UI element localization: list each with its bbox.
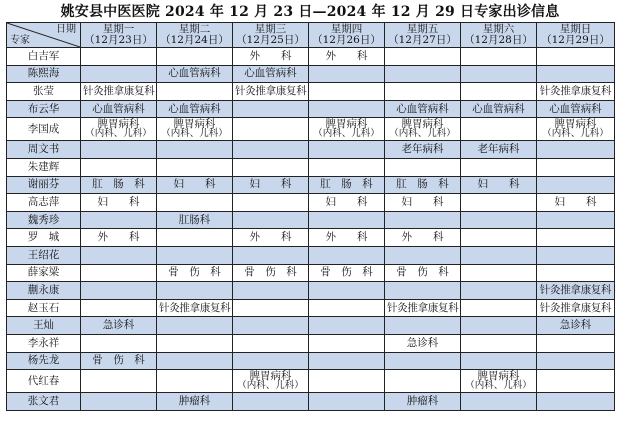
schedule-cell [461, 370, 537, 393]
schedule-cell [157, 83, 233, 101]
expert-name: 白吉军 [7, 48, 81, 66]
schedule-cell [385, 246, 461, 264]
schedule-cell: 妇 科 [537, 194, 615, 212]
schedule-cell: 外 科 [81, 229, 157, 247]
schedule-cell: 骨 伤 科 [157, 264, 233, 282]
expert-name: 魏秀珍 [7, 211, 81, 229]
schedule-cell: 外 科 [309, 229, 385, 247]
schedule-cell [81, 264, 157, 282]
schedule-cell [385, 83, 461, 101]
schedule-cell [537, 264, 615, 282]
schedule-cell [309, 317, 385, 335]
schedule-cell [461, 83, 537, 101]
schedule-cell [157, 229, 233, 247]
schedule-cell [461, 393, 537, 411]
day-date: （12月28日） [464, 34, 533, 46]
schedule-cell: 骨 伤 科 [385, 264, 461, 282]
schedule-cell [233, 194, 309, 212]
schedule-row [7, 370, 615, 393]
day-name: 星期四 [330, 23, 363, 35]
schedule-cell [157, 118, 233, 141]
schedule-cell [81, 370, 157, 393]
schedule-row [7, 194, 615, 212]
day-date: （12月29日） [541, 34, 610, 46]
schedule-cell: 骨 伤 科 [233, 264, 309, 282]
expert-name: 李永祥 [7, 334, 81, 352]
schedule-cell [537, 176, 615, 194]
day-header-thu [309, 23, 385, 48]
department-line: 脾胃病科 [249, 369, 292, 382]
day-name: 星期一 [102, 23, 135, 35]
schedule-cell [233, 100, 309, 118]
expert-name: 罗 城 [7, 229, 81, 247]
schedule-cell [157, 194, 233, 212]
schedule-cell: 妇 科 [81, 194, 157, 212]
schedule-cell [309, 352, 385, 370]
schedule-cell [309, 65, 385, 83]
schedule-cell: 心血管病科 [81, 100, 157, 118]
schedule-cell [537, 229, 615, 247]
schedule-cell: 肿瘤科 [157, 393, 233, 411]
schedule-cell: 肛肠科 [157, 211, 233, 229]
expert-name: 杨先龙 [7, 352, 81, 370]
schedule-cell [233, 393, 309, 411]
schedule-cell [385, 352, 461, 370]
expert-name: 李国成 [7, 118, 81, 141]
schedule-cell [157, 370, 233, 393]
expert-name: 王灿 [7, 317, 81, 335]
schedule-cell [461, 48, 537, 66]
schedule-cell [537, 48, 615, 66]
schedule-cell [157, 246, 233, 264]
schedule-cell: 针灸推拿康复科 [537, 282, 615, 300]
day-date: （12月24日） [160, 34, 229, 46]
schedule-cell: 骨 伤 科 [81, 352, 157, 370]
schedule-cell [233, 334, 309, 352]
department-subline: （内科、儿科） [313, 128, 380, 140]
schedule-row [7, 393, 615, 411]
schedule-row [7, 246, 615, 264]
schedule-cell [157, 141, 233, 159]
department-line: 脾胃病科 [173, 117, 216, 130]
schedule-cell [461, 246, 537, 264]
schedule-row [7, 264, 615, 282]
schedule-row [7, 299, 615, 317]
expert-name: 代红春 [7, 370, 81, 393]
schedule-row [7, 65, 615, 83]
department-line: 脾胃病科 [97, 117, 140, 130]
schedule-row [7, 229, 615, 247]
schedule-cell [385, 48, 461, 66]
day-name: 星期日 [559, 23, 592, 35]
schedule-row [7, 118, 615, 141]
schedule-cell: 老年病科 [461, 141, 537, 159]
day-header-fri [385, 23, 461, 48]
schedule-cell [233, 211, 309, 229]
schedule-cell [157, 352, 233, 370]
schedule-cell [537, 158, 615, 176]
expert-name: 谢丽芬 [7, 176, 81, 194]
schedule-cell [309, 299, 385, 317]
department-subline: （内科、儿科） [237, 380, 304, 392]
expert-name: 朱建辉 [7, 158, 81, 176]
day-date: （12月25日） [236, 34, 305, 46]
expert-name: 赵玉石 [7, 299, 81, 317]
schedule-cell [233, 118, 309, 141]
schedule-cell [309, 83, 385, 101]
expert-name: 周文书 [7, 141, 81, 159]
schedule-cell [537, 334, 615, 352]
schedule-cell: 心血管病科 [385, 100, 461, 118]
schedule-cell [81, 211, 157, 229]
page-title: 姚安县中医医院 2024 年 12 月 23 日—2024 年 12 月 29 日专家出诊信息 [60, 4, 560, 20]
schedule-cell [233, 282, 309, 300]
schedule-row [7, 317, 615, 335]
schedule-cell [537, 141, 615, 159]
schedule-cell: 妇 科 [385, 194, 461, 212]
schedule-cell: 骨 伤 科 [309, 264, 385, 282]
corner-header-cell [7, 23, 81, 48]
schedule-cell: 针灸推拿康复科 [385, 299, 461, 317]
schedule-cell: 外 科 [309, 48, 385, 66]
expert-name: 蒯永康 [7, 282, 81, 300]
schedule-cell [385, 282, 461, 300]
schedule-cell [537, 211, 615, 229]
schedule-cell [309, 334, 385, 352]
schedule-cell [81, 334, 157, 352]
schedule-cell [309, 211, 385, 229]
day-header-tue [157, 23, 233, 48]
day-name: 星期三 [254, 23, 287, 35]
schedule-cell [233, 299, 309, 317]
department-subline: （内科、儿科） [161, 128, 228, 140]
day-name: 星期五 [406, 23, 439, 35]
corner-expert-label: 专家 [10, 35, 30, 46]
schedule-cell: 外 科 [233, 48, 309, 66]
schedule-table [6, 22, 615, 411]
schedule-cell: 肛 肠 科 [385, 176, 461, 194]
corner-date-label: 日期 [56, 24, 76, 35]
department-subline: （内科、儿科） [85, 128, 152, 140]
schedule-cell: 妇 科 [233, 176, 309, 194]
schedule-cell: 针灸推拿康复科 [81, 83, 157, 101]
schedule-cell [309, 370, 385, 393]
schedule-cell [385, 158, 461, 176]
schedule-cell [461, 65, 537, 83]
schedule-cell [461, 211, 537, 229]
schedule-cell [461, 194, 537, 212]
schedule-cell: 外 科 [385, 229, 461, 247]
schedule-cell [385, 370, 461, 393]
schedule-cell [309, 141, 385, 159]
schedule-cell: 肿瘤科 [385, 393, 461, 411]
schedule-cell: 肛 肠 科 [309, 176, 385, 194]
schedule-row [7, 158, 615, 176]
schedule-cell: 妇 科 [309, 194, 385, 212]
schedule-cell: 心血管病科 [157, 65, 233, 83]
day-header-sat [461, 23, 537, 48]
schedule-cell [81, 282, 157, 300]
department-line: 脾胃病科 [554, 117, 597, 130]
schedule-cell [385, 211, 461, 229]
schedule-cell: 老年病科 [385, 141, 461, 159]
schedule-cell [461, 334, 537, 352]
schedule-cell [157, 282, 233, 300]
expert-name: 陈熙海 [7, 65, 81, 83]
day-header-wed [233, 23, 309, 48]
schedule-cell [81, 118, 157, 141]
schedule-cell [537, 65, 615, 83]
day-date: （12月27日） [388, 34, 457, 46]
schedule-row [7, 48, 615, 66]
department-line: 脾胃病科 [401, 117, 444, 130]
day-name: 星期二 [178, 23, 211, 35]
schedule-cell [461, 118, 537, 141]
schedule-cell [157, 48, 233, 66]
schedule-cell [461, 229, 537, 247]
schedule-cell: 针灸推拿康复科 [537, 299, 615, 317]
schedule-cell: 针灸推拿康复科 [233, 83, 309, 101]
schedule-cell [81, 299, 157, 317]
schedule-cell [385, 317, 461, 335]
schedule-body [7, 48, 615, 411]
schedule-cell [461, 264, 537, 282]
department-line: 脾胃病科 [325, 117, 368, 130]
schedule-row [7, 176, 615, 194]
schedule-cell [233, 158, 309, 176]
day-name: 星期六 [482, 23, 515, 35]
schedule-cell: 急诊科 [385, 334, 461, 352]
schedule-cell: 心血管病科 [233, 65, 309, 83]
schedule-cell [537, 118, 615, 141]
schedule-cell [309, 246, 385, 264]
schedule-cell [81, 141, 157, 159]
schedule-cell: 急诊科 [81, 317, 157, 335]
schedule-cell [461, 158, 537, 176]
schedule-cell [81, 246, 157, 264]
schedule-cell: 肛 肠 科 [81, 176, 157, 194]
day-date: （12月23日） [84, 34, 153, 46]
schedule-cell [233, 317, 309, 335]
schedule-cell [309, 158, 385, 176]
schedule-cell [157, 317, 233, 335]
schedule-cell [385, 118, 461, 141]
schedule-cell: 心血管病科 [157, 100, 233, 118]
schedule-row [7, 83, 615, 101]
expert-name: 薛家梁 [7, 264, 81, 282]
schedule-cell [81, 65, 157, 83]
schedule-cell [157, 158, 233, 176]
expert-name: 张莹 [7, 83, 81, 101]
schedule-cell: 心血管病科 [537, 100, 615, 118]
expert-name: 张文君 [7, 393, 81, 411]
schedule-cell [233, 141, 309, 159]
schedule-cell: 外 科 [233, 229, 309, 247]
department-subline: （内科、儿科） [542, 128, 609, 140]
schedule-cell [309, 100, 385, 118]
day-header-sun [537, 23, 615, 48]
schedule-cell [81, 158, 157, 176]
schedule-cell: 急诊科 [537, 317, 615, 335]
schedule-cell [537, 370, 615, 393]
schedule-cell [81, 393, 157, 411]
day-date: （12月26日） [312, 34, 381, 46]
schedule-cell [233, 352, 309, 370]
schedule-cell [233, 370, 309, 393]
schedule-cell [81, 48, 157, 66]
schedule-cell: 妇 科 [461, 176, 537, 194]
schedule-cell [461, 352, 537, 370]
schedule-cell [537, 393, 615, 411]
schedule-row [7, 352, 615, 370]
schedule-cell [157, 334, 233, 352]
schedule-cell [233, 246, 309, 264]
schedule-row [7, 282, 615, 300]
schedule-cell [537, 352, 615, 370]
schedule-cell [461, 299, 537, 317]
header-row [7, 23, 615, 48]
schedule-row [7, 211, 615, 229]
expert-name: 王绍花 [7, 246, 81, 264]
schedule-cell [385, 65, 461, 83]
schedule-cell [461, 282, 537, 300]
schedule-cell [309, 282, 385, 300]
schedule-cell [309, 118, 385, 141]
expert-name: 布云华 [7, 100, 81, 118]
schedule-cell: 针灸推拿康复科 [157, 299, 233, 317]
day-header-mon [81, 23, 157, 48]
schedule-cell: 妇 科 [157, 176, 233, 194]
schedule-cell [537, 246, 615, 264]
department-subline: （内科、儿科） [389, 128, 456, 140]
schedule-cell: 针灸推拿康复科 [537, 83, 615, 101]
department-line: 脾胃病科 [477, 369, 520, 382]
schedule-row [7, 334, 615, 352]
schedule-row [7, 141, 615, 159]
schedule-row [7, 100, 615, 118]
department-subline: （内科、儿科） [465, 380, 532, 392]
schedule-cell [461, 317, 537, 335]
expert-name: 高志萍 [7, 194, 81, 212]
schedule-cell: 心血管病科 [461, 100, 537, 118]
schedule-cell [309, 393, 385, 411]
